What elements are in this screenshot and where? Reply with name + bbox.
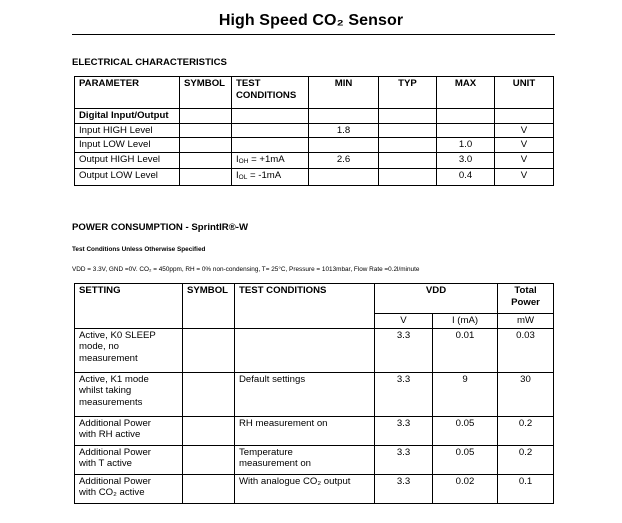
- table-row: [75, 152, 554, 169]
- row-test: [235, 328, 375, 372]
- header-test-conditions: TEST CONDITIONS: [235, 284, 375, 329]
- row-mw: 0.2: [498, 445, 554, 474]
- row-unit: V: [495, 169, 554, 186]
- header-mw: mW: [498, 314, 554, 329]
- row-symbol: [180, 169, 232, 186]
- row-test: [232, 138, 309, 153]
- row-v: 3.3: [375, 372, 433, 416]
- table-header-row: [75, 77, 554, 109]
- row-min: [309, 169, 379, 186]
- setting-line: with CO₂ active: [79, 487, 145, 498]
- header-typ: TYP: [379, 77, 437, 109]
- setting-line: with T active: [79, 458, 132, 469]
- test-value: = -1mA: [247, 170, 282, 181]
- row-typ: [379, 152, 437, 169]
- setting-line: Active, K0 SLEEP: [79, 329, 156, 341]
- power-heading: POWER CONSUMPTION - SprintIR®-W: [72, 222, 249, 233]
- row-symbol: [180, 138, 232, 153]
- row-test: RH measurement on: [235, 416, 375, 445]
- setting-line: measurements: [79, 396, 143, 408]
- row-parameter: Input LOW Level: [75, 138, 180, 153]
- row-max: 1.0: [437, 138, 495, 153]
- header-test-conditions: [232, 77, 309, 109]
- row-v: 3.3: [375, 445, 433, 474]
- row-test: [232, 152, 309, 169]
- row-symbol: [180, 152, 232, 169]
- row-min: 2.6: [309, 152, 379, 169]
- row-mw: 0.2: [498, 416, 554, 445]
- row-symbol: [183, 445, 235, 474]
- group-row: [75, 109, 554, 124]
- table-row: [75, 474, 554, 503]
- test-subscript: OL: [238, 174, 248, 181]
- row-symbol: [180, 123, 232, 138]
- row-i: 0.05: [433, 445, 498, 474]
- setting-line: with RH active: [79, 429, 141, 440]
- title-rule: [72, 34, 555, 35]
- row-min: 1.8: [309, 123, 379, 138]
- row-mw: 0.03: [498, 328, 554, 372]
- table-row: [75, 445, 554, 474]
- row-max: [437, 123, 495, 138]
- header-setting: SETTING: [75, 284, 183, 329]
- row-unit: V: [495, 138, 554, 153]
- test-symbol: I: [236, 170, 239, 181]
- row-typ: [379, 169, 437, 186]
- setting-line: Active, K1 mode: [79, 373, 149, 385]
- row-setting: [75, 474, 183, 503]
- test-symbol: I: [236, 153, 239, 165]
- row-max: 3.0: [437, 152, 495, 169]
- header-min: MIN: [309, 77, 379, 109]
- row-i: 0.02: [433, 474, 498, 503]
- row-i: 0.01: [433, 328, 498, 372]
- row-i: 0.05: [433, 416, 498, 445]
- row-unit: V: [495, 152, 554, 169]
- setting-line: Additional Power: [79, 417, 151, 429]
- row-mw: 0.1: [498, 474, 554, 503]
- row-test: [232, 169, 309, 186]
- row-parameter: Output LOW Level: [75, 169, 180, 186]
- header-unit: UNIT: [495, 77, 554, 109]
- table-row: [75, 328, 554, 372]
- table-row: [75, 416, 554, 445]
- setting-line: Additional Power: [79, 475, 151, 487]
- test-conditions-title: Test Conditions Unless Otherwise Specified: [72, 246, 206, 253]
- row-symbol: [183, 328, 235, 372]
- test-line: Temperature: [239, 446, 293, 458]
- header-vdd: VDD: [375, 284, 498, 314]
- row-v: 3.3: [375, 328, 433, 372]
- setting-line: measurement: [79, 352, 138, 364]
- header-i: I (mA): [433, 314, 498, 329]
- setting-line: Additional Power: [79, 446, 151, 458]
- table-header-row: [75, 284, 554, 314]
- test-line: measurement on: [239, 458, 311, 469]
- empty-cell: [437, 109, 495, 124]
- header-v: V: [375, 314, 433, 329]
- test-conditions-text: VDD = 3.3V, GND =0V. CO₂ = 450ppm, RH = 0% non-condensing, T= 25°C, Pressure = 1013mbar, Flow Rate =0.2l/minute: [72, 266, 420, 273]
- row-test: [235, 445, 375, 474]
- header-total-line1: Total: [514, 285, 537, 296]
- empty-cell: [309, 109, 379, 124]
- row-symbol: [183, 372, 235, 416]
- row-v: 3.3: [375, 416, 433, 445]
- empty-cell: [495, 109, 554, 124]
- table-row: [75, 169, 554, 186]
- row-parameter: Input HIGH Level: [75, 123, 180, 138]
- header-parameter: PARAMETER: [75, 77, 180, 109]
- header-test-line1: TEST: [236, 78, 261, 89]
- row-v: 3.3: [375, 474, 433, 503]
- header-symbol: SYMBOL: [180, 77, 232, 109]
- power-table: [74, 283, 554, 504]
- row-setting: [75, 328, 183, 372]
- row-test: Default settings: [235, 372, 375, 416]
- empty-cell: [379, 109, 437, 124]
- row-setting: [75, 445, 183, 474]
- electrical-table: [74, 76, 554, 186]
- electrical-heading: ELECTRICAL CHARACTERISTICS: [72, 57, 227, 68]
- page-title: High Speed CO₂ Sensor: [218, 12, 404, 29]
- table-row: [75, 138, 554, 153]
- row-mw: 30: [498, 372, 554, 416]
- row-typ: [379, 138, 437, 153]
- row-unit: V: [495, 123, 554, 138]
- empty-cell: [180, 109, 232, 124]
- row-symbol: [183, 416, 235, 445]
- header-max: MAX: [437, 77, 495, 109]
- row-i: 9: [433, 372, 498, 416]
- row-max: 0.4: [437, 169, 495, 186]
- table-row: [75, 123, 554, 138]
- group-label: Digital Input/Output: [75, 109, 180, 124]
- empty-cell: [232, 109, 309, 124]
- header-total-power: [498, 284, 554, 314]
- row-setting: [75, 416, 183, 445]
- setting-line: whilst taking: [79, 385, 132, 396]
- row-test: With analogue CO₂ output: [235, 474, 375, 503]
- row-typ: [379, 123, 437, 138]
- table-row: [75, 372, 554, 416]
- row-test: [232, 123, 309, 138]
- test-value: = +1mA: [248, 153, 285, 165]
- row-setting: [75, 372, 183, 416]
- row-min: [309, 138, 379, 153]
- test-subscript: OH: [238, 157, 249, 165]
- header-symbol: SYMBOL: [183, 284, 235, 329]
- header-total-line2: Power: [511, 296, 540, 308]
- header-test-line2: CONDITIONS: [236, 89, 297, 101]
- row-symbol: [183, 474, 235, 503]
- setting-line: mode, no: [79, 341, 120, 352]
- row-parameter: Output HIGH Level: [75, 152, 180, 169]
